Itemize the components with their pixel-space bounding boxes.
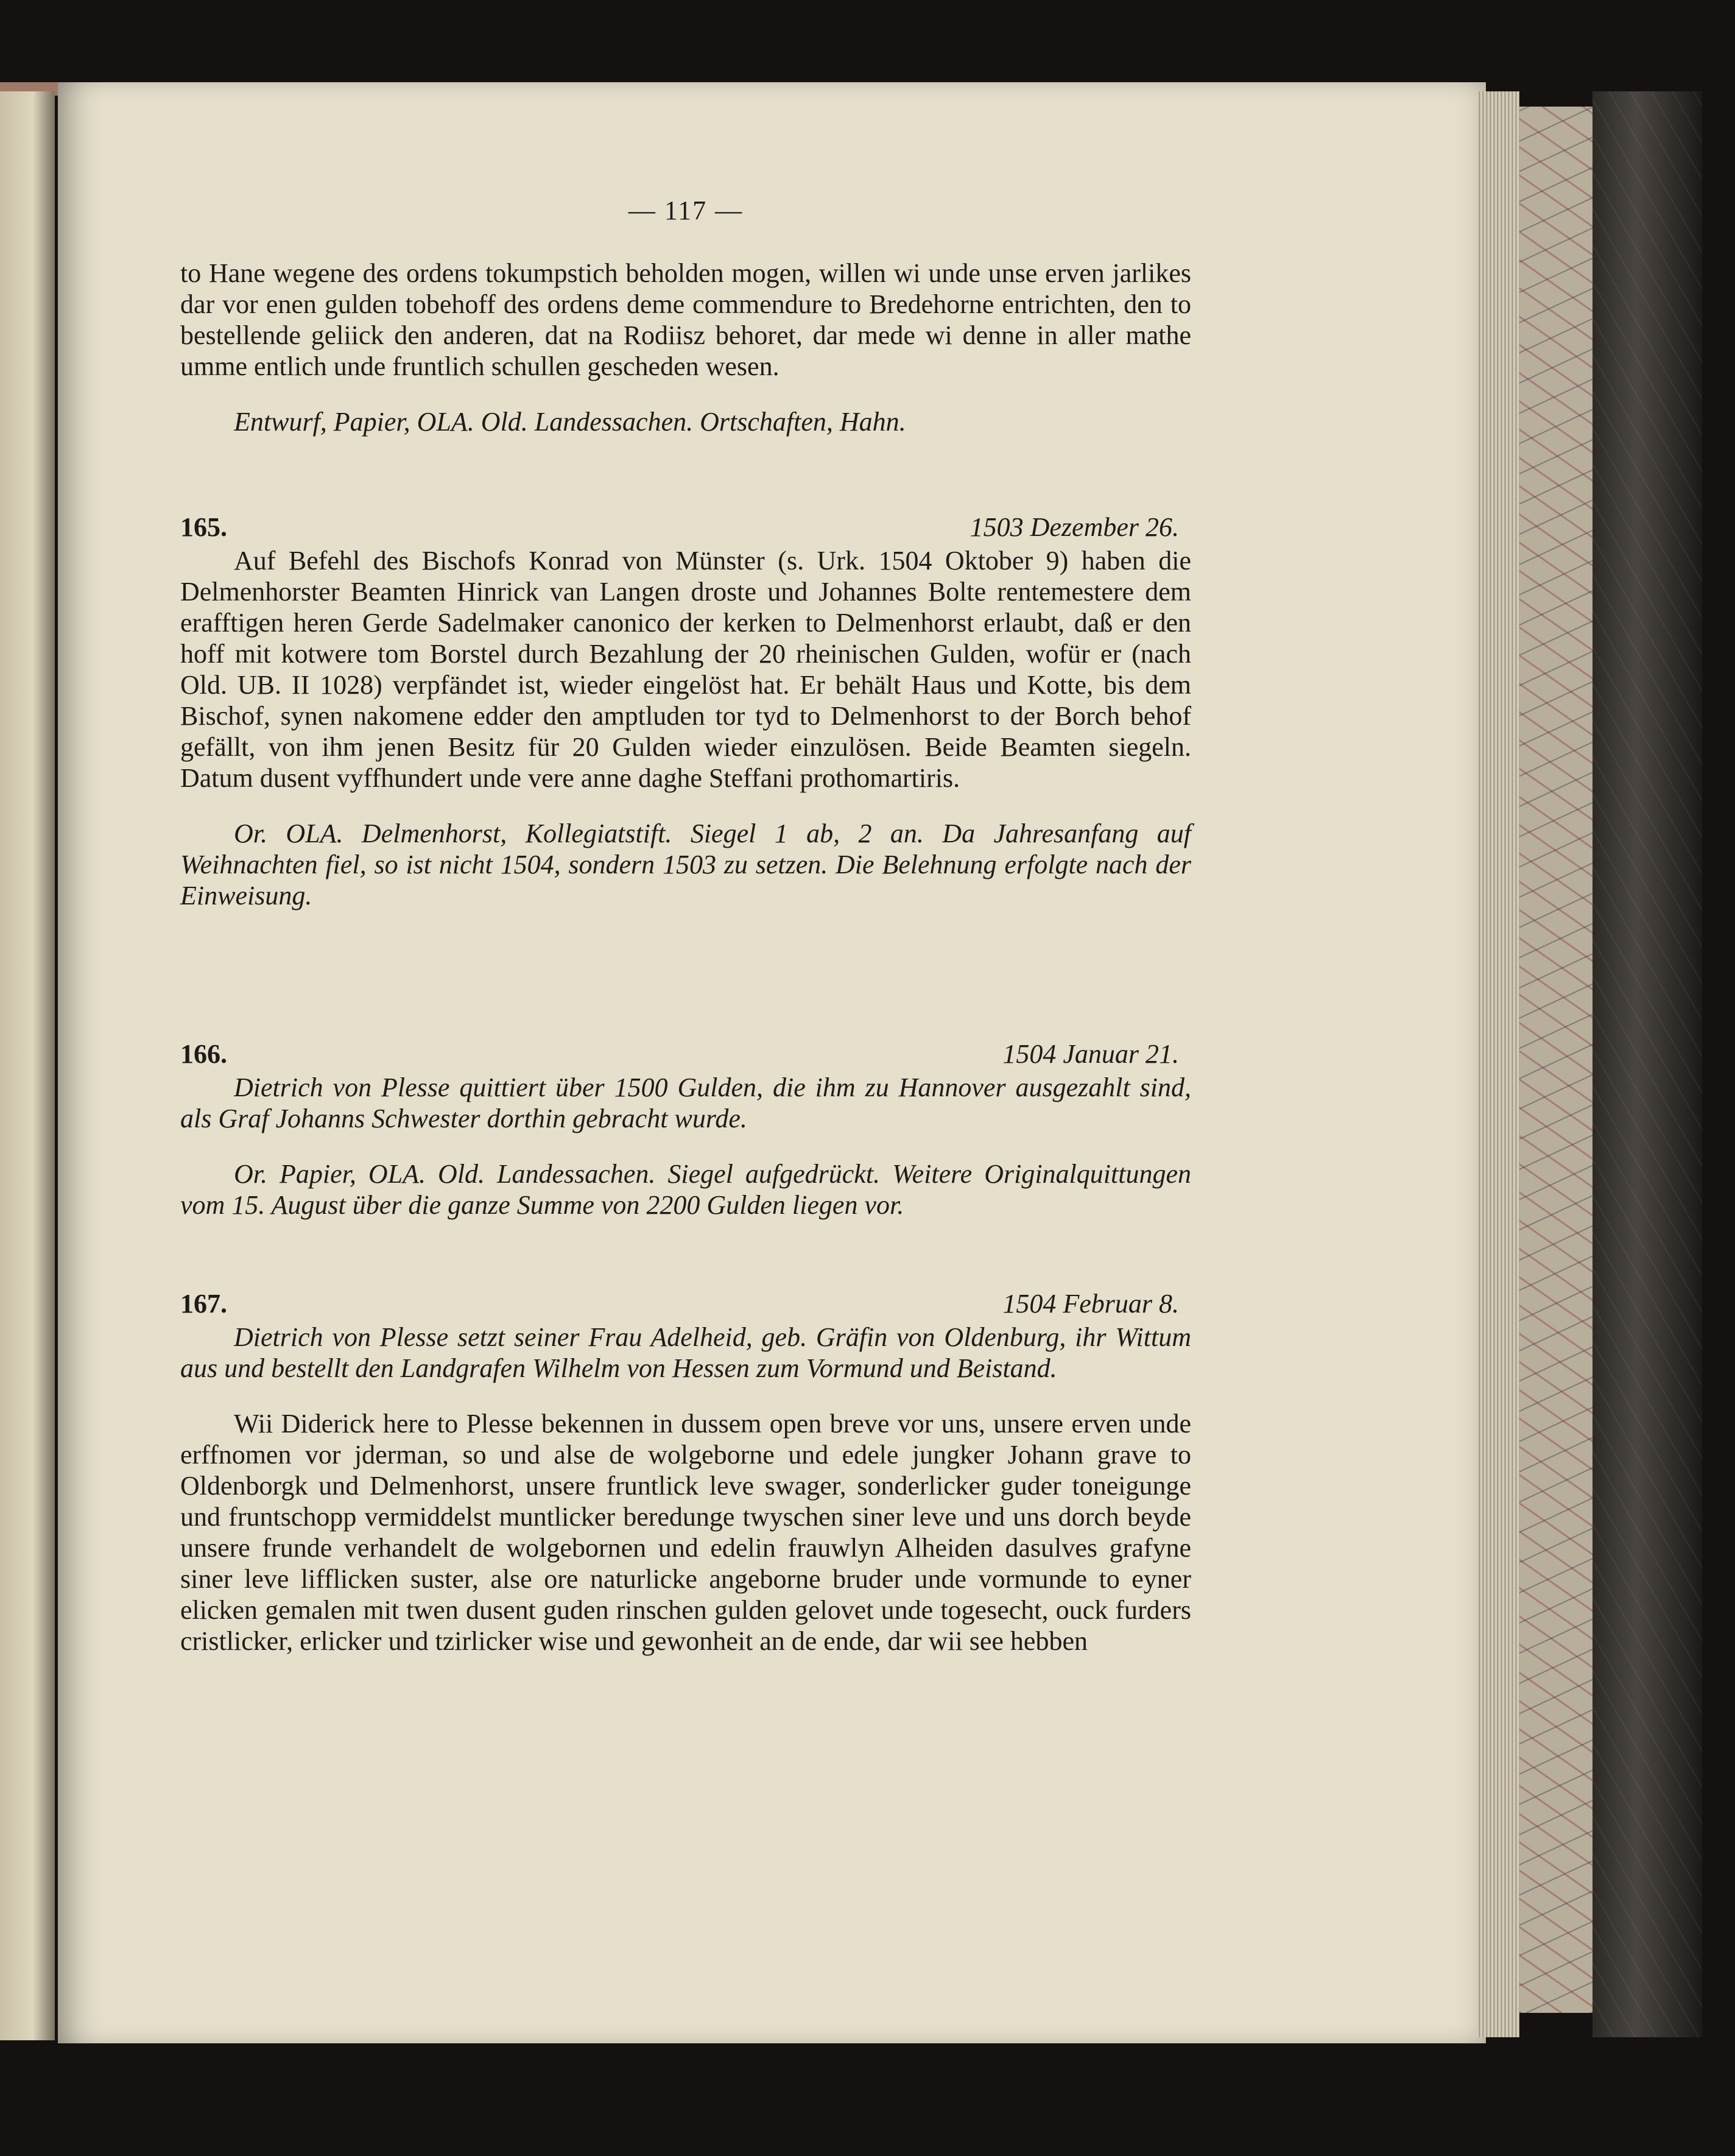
page-leaves-edge (1477, 91, 1519, 2037)
intro-section (180, 258, 1191, 437)
entry-source-note: Or. OLA. Delmenhorst, Kollegiatstift. Siegel 1 ab, 2 an. Da Jahresanfang auf Weihnachten fiel, so ist nicht 1504, sondern 1503 zu setzen. Die Belehnung erfolgte nach der Einweisung. (180, 819, 1191, 911)
entry-number: 167. (180, 1289, 227, 1319)
entry-regest: Dietrich von Plesse setzt seiner Frau Adelheid, geb. Gräfin von Oldenburg, ihr Wittum aus und bestellt den Landgrafen Wilhelm von Hessen zum Vormund und Beistand. (180, 1322, 1191, 1383)
entry-regest: Auf Befehl des Bischofs Konrad von Münster (s. Urk. 1504 Oktober 9) haben die Delmenhorster Beamten Hinrick van Langen droste und Johannes Bolte rentemestere dem erafftigen heren Gerde Sadelmaker canonico der kerken to Delmenhorst erlaubt, daß er den hoff mit kotwere tom Borstel durch Bezahlung der 20 rheinischen Gulden, wofür er (nach Old. UB. II 1028) verpfändet ist, wieder eingelöst hat. Er behält Haus und Kotte, bis dem Bischof, synen nakomene edder den amptluden tor tyd to Delmenhorst to der Borch behof gefällt, von ihm jenen Besitz für 20 Gulden wieder einzulösen. Beide Beamten siegeln. Datum dusent vyffhundert unde vere anne daghe Steffani prothomartiris. (180, 546, 1191, 793)
entry-header (180, 1038, 1191, 1069)
entry-number: 166. (180, 1039, 227, 1069)
entry-header (180, 1288, 1191, 1319)
entry-regest: Dietrich von Plesse quittiert über 1500 Gulden, die ihm zu Hannover ausgezahlt sind, als Graf Johanns Schwester dorthin gebracht wurde. (180, 1073, 1191, 1133)
entry-header (180, 512, 1191, 543)
intro-paragraph: to Hane wegene des ordens tokumpstich beholden mogen, willen wi unde unse erven jarlikes dar vor enen gulden tobehoff des ordens deme commendure to Bredehorne entrichten, den to bestellende geliick den anderen, dat na Rodiisz behoret, dar mede wi denne in aller mathe umme entlich unde fruntlich schullen gescheden wesen. (180, 258, 1191, 381)
intro-source-note: Entwurf, Papier, OLA. Old. Landessachen. Ortschaften, Hahn. (234, 407, 906, 437)
entry-document-text: Wii Diderick here to Plesse bekennen in dussem open breve vor uns, unsere erven unde erffnomen vor jderman, so und alse de wolgeborne und edele jungker Johann grave to Oldenborgk und Delmenhorst, unsere fruntlick leve swager, sonderlicker guder toneigunge und fruntschopp vermiddelst muntlicker beredunge twyschen siner leve und uns dorch beyde unsere frunde verhandelt de wolgebornen und edelin frauwlyn Alheiden dasulves grafyne siner leve lifflicken suster, alse ore naturlicke angeborne bruder unde vormunde to eyner elicken gemalen mit twen dusent guden rinschen gulden gelovet unde togesecht, ouck furders cristlicker, erlicker und tzirlicker wise und gewonheit an de ende, dar wii see hebben (180, 1409, 1191, 1656)
left-page-margin (0, 91, 55, 2040)
entry-165 (180, 512, 1191, 911)
page-number: — 117 — (628, 196, 744, 225)
entry-number: 165. (180, 512, 227, 542)
book-spine (1592, 91, 1702, 2037)
marbled-edge (1519, 107, 1592, 2013)
entry-date: 1503 Dezember 26. (970, 512, 1179, 542)
entry-167 (180, 1288, 1191, 1657)
entry-date: 1504 Januar 21. (1002, 1039, 1179, 1069)
entry-166 (180, 1038, 1191, 1221)
entry-date: 1504 Februar 8. (1002, 1289, 1179, 1319)
entry-source-note: Or. Papier, OLA. Old. Landessachen. Siegel aufgedrückt. Weitere Originalquittungen vom 15. August über die ganze Summe von 2200 Gulden liegen vor. (180, 1159, 1191, 1220)
